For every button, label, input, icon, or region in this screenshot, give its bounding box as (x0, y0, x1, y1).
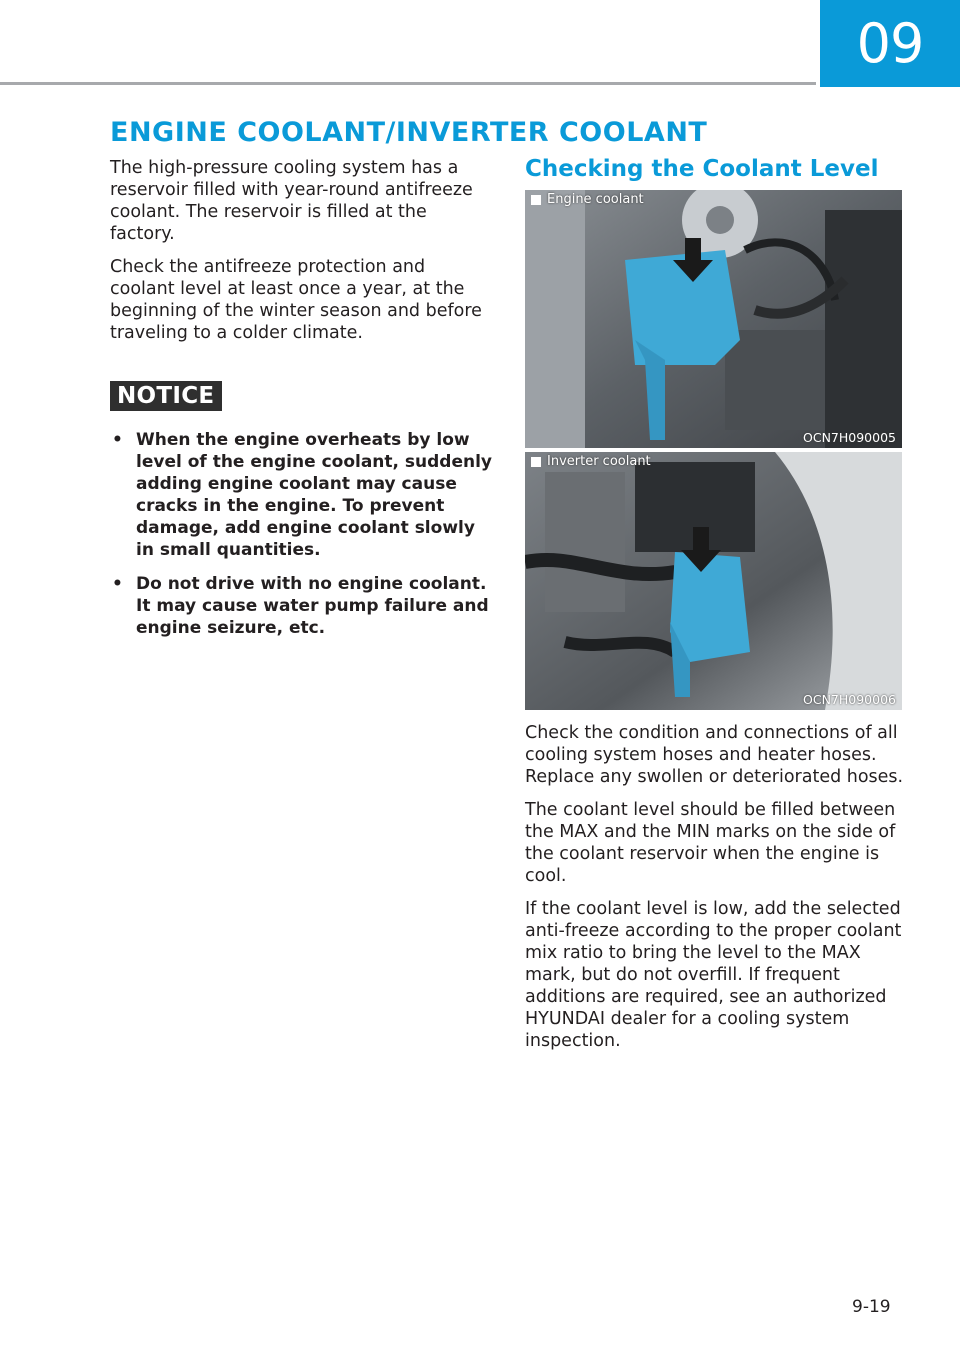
notice-item (110, 429, 495, 561)
level-paragraph: The coolant level should be filled between the MAX and the MIN marks on the side of the coolant reservoir when the engine is cool. (525, 800, 896, 886)
chapter-tab (820, 0, 960, 87)
inverter-coolant-photo (525, 452, 902, 710)
page-number: 9-19 (852, 1297, 891, 1317)
inverter-bay-illustration (525, 452, 902, 710)
notice-list (110, 429, 495, 639)
bullet-icon: • (112, 430, 123, 450)
hoses-paragraph: Check the condition and connections of all cooling system hoses and heater hoses. Replace any swollen or deteriorated hoses. (525, 723, 904, 787)
bullet-icon: • (112, 574, 123, 594)
figure-caption-text: Engine coolant (547, 192, 644, 207)
square-bullet-icon (531, 195, 541, 205)
square-bullet-icon (531, 457, 541, 467)
low-level-paragraph: If the coolant level is low, add the selected anti-freeze according to the proper coolant mix ratio to bring the level to the MAX mark, but do not overfill. If frequent additions are required, see an authorized HYUNDAI dealer for a cooling system inspection. (525, 899, 902, 1051)
notice-item (110, 573, 495, 639)
figure-caption-text: Inverter coolant (547, 454, 651, 469)
notice-item-text: Do not drive with no engine coolant. It may cause water pump failure and engine seizure, etc. (136, 574, 489, 638)
right-paragraphs (525, 722, 910, 1052)
intro-paragraph: The high-pressure cooling system has a reservoir filled with year-round antifreeze coolant. The reservoir is filled at the factory. (110, 158, 473, 244)
left-column (110, 157, 495, 651)
engine-bay-illustration (525, 190, 902, 448)
figure-code: OCN7H090005 (803, 430, 896, 445)
check-paragraph: Check the antifreeze protection and coolant level at least once a year, at the beginning of the winter season and before traveling to a colder climate. (110, 257, 482, 343)
subsection-title: Checking the Coolant Level (525, 156, 879, 182)
section-title: ENGINE COOLANT/INVERTER COOLANT (110, 117, 708, 148)
right-column (525, 156, 910, 1063)
header-rule (0, 82, 816, 85)
figure-caption (531, 454, 651, 469)
notice-item-text: When the engine overheats by low level of the engine coolant, suddenly adding engine coolant may cause cracks in the engine. To prevent damage, add engine coolant slowly in small quantities. (136, 430, 493, 560)
figure-caption (531, 192, 644, 207)
notice-badge: NOTICE (110, 381, 222, 411)
figure-code: OCN7H090006 (803, 692, 896, 707)
chapter-number: 09 (856, 12, 924, 75)
engine-coolant-photo (525, 190, 902, 448)
